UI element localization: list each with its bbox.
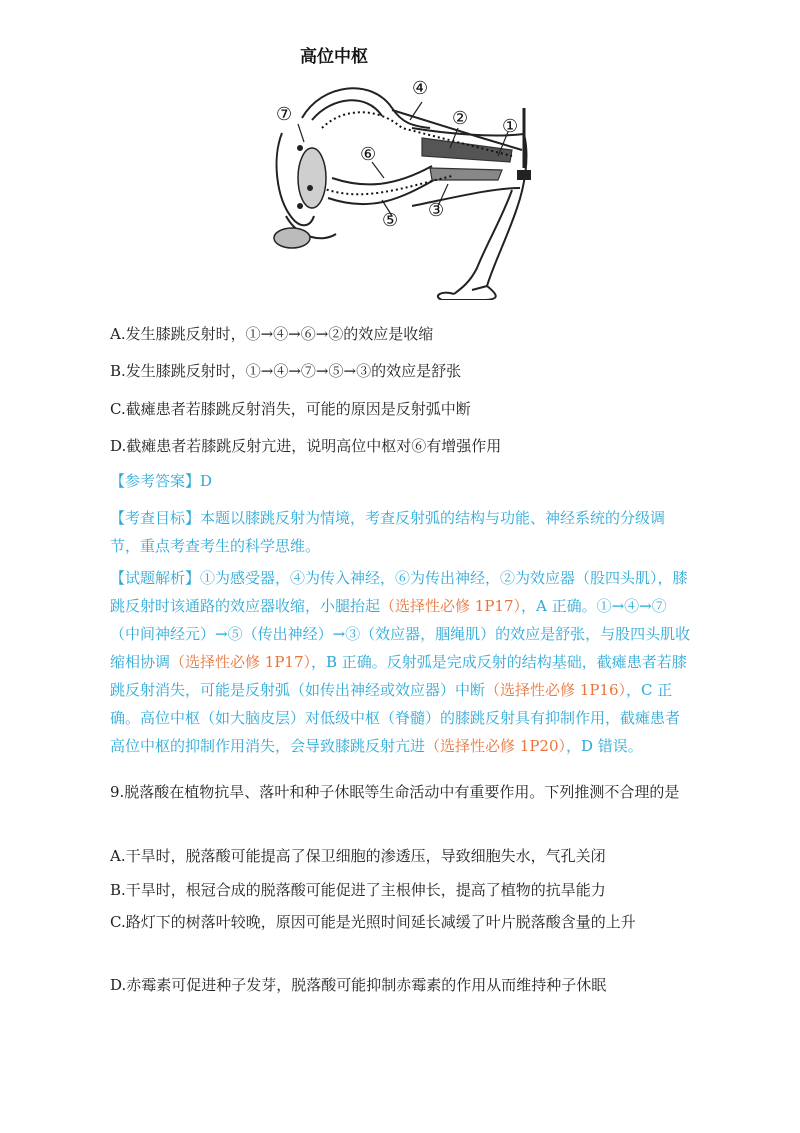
analysis-ref-3: （选择性必修 1P16） — [485, 681, 627, 699]
answer-line — [110, 471, 212, 491]
analysis-label: 【试题解析】 — [110, 569, 201, 587]
q8-option-d: D.截瘫患者若膝跳反射亢进，说明高位中枢对⑥有增强作用 — [110, 437, 502, 455]
answer-value: D — [200, 472, 213, 490]
analysis-text-2: ，A 正确。①→④→⑦（中间神经元）→⑤（传出神经）→③（效应器，腘绳肌）的效应是舒张，与股四头肌收缩相协调 — [110, 597, 691, 671]
q8-option-b: B.发生膝跳反射时，①→④→⑦→⑤→③的效应是舒张 — [110, 362, 462, 380]
label-5: ⑤ — [382, 210, 399, 231]
answer-label: 【参考答案】 — [110, 472, 201, 490]
analysis-text-5: ，D 错误。 — [566, 737, 643, 755]
analysis-paragraph — [110, 564, 692, 760]
q9-option-a: A.干旱时，脱落酸可能提高了保卫细胞的渗透压，导致细胞失水，气孔关闭 — [110, 847, 606, 865]
q9-stem: 9.脱落酸在植物抗旱、落叶和种子休眠等生命活动中有重要作用。下列推测不合理的是 — [110, 783, 680, 801]
label-4: ④ — [412, 78, 429, 99]
q9-option-b: B.干旱时，根冠合成的脱落酸可能促进了主根伸长，提高了植物的抗旱能力 — [110, 881, 606, 899]
label-7: ⑦ — [276, 104, 293, 125]
target-label: 【考查目标】 — [110, 509, 201, 527]
analysis-text-4: ，C 正确。高位中枢（如大脑皮层）对低级中枢（脊髓）的膝跳反射具有抑制作用，截瘫患者高位中枢的抑制作用消失，会导致膝跳反射亢进 — [110, 681, 681, 755]
knee-jerk-reflex-diagram — [262, 38, 552, 300]
label-3: ③ — [428, 200, 445, 221]
label-2: ② — [452, 108, 469, 129]
q8-option-c: C.截瘫患者若膝跳反射消失，可能的原因是反射弧中断 — [110, 400, 471, 418]
q9-option-d: D.赤霉素可促进种子发芽，脱落酸可能抑制赤霉素的作用从而维持种子休眠 — [110, 976, 607, 994]
q9-option-c: C.路灯下的树落叶较晚，原因可能是光照时间延长减缓了叶片脱落酸含量的上升 — [110, 913, 636, 931]
target-paragraph — [110, 504, 692, 560]
reflex-arc-illustration — [262, 38, 552, 300]
analysis-text-1: ①为感受器，④为传入神经，⑥为传出神经，②为效应器（股四头肌），膝跳反射时该通路的效应器收缩，小腿抬起 — [110, 569, 688, 615]
analysis-ref-4: （选择性必修 1P20） — [425, 737, 567, 755]
target-text: 本题以膝跳反射为情境，考查反射弧的结构与功能、神经系统的分级调节，重点考查考生的科学思维。 — [110, 509, 666, 555]
analysis-ref-2: （选择性必修 1P17） — [170, 653, 312, 671]
label-1: ① — [502, 116, 519, 137]
analysis-text-3: ，B 正确。反射弧是完成反射的结构基础，截瘫患者若膝跳反射消失，可能是反射弧（如传出神经或效应器）中断 — [110, 653, 687, 699]
analysis-ref-1: （选择性必修 1P17） — [380, 597, 522, 615]
label-6: ⑥ — [360, 144, 377, 165]
figure-title: 高位中枢 — [300, 47, 368, 67]
q8-option-a: A.发生膝跳反射时，①→④→⑥→②的效应是收缩 — [110, 325, 434, 343]
